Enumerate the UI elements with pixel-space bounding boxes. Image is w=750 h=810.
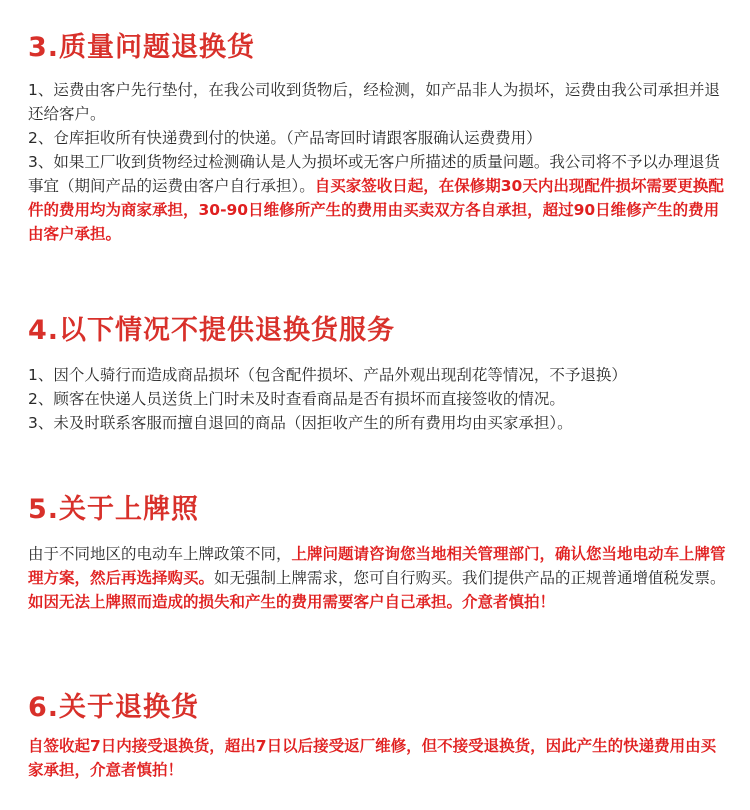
section-heading: 5.关于上牌照 (28, 494, 200, 525)
section-body (28, 78, 730, 246)
return-notice: 自签收起7日内接受退换货，超出7日以后接受返厂维修，但不接受退换货，因此产生的快递费用由买家承担，介意者慎拍！ (28, 737, 717, 779)
section-returns-exchanges (28, 690, 730, 782)
section-body (28, 542, 730, 614)
section-quality-returns (28, 30, 730, 246)
section-license-plate (28, 492, 730, 614)
policy-text: 3、如果工厂收到货物经过检测确认是人为损坏或无客户所描述的质量问题。我公司将不予以办理退货事宜（期间产品的运费由客户自行承担）。 (28, 153, 720, 195)
policy-item: 1、运费由客户先行垫付，在我公司收到货物后，经检测，如产品非人为损坏，运费由我公司承担并退还给客户。 (28, 81, 720, 123)
section-heading: 4.以下情况不提供退换货服务 (28, 315, 396, 346)
policy-text: 由于不同地区的电动车上牌政策不同， (28, 545, 292, 563)
section-body (28, 363, 730, 435)
section-heading: 3.质量问题退换货 (28, 32, 256, 63)
section-heading: 6.关于退换货 (28, 692, 200, 723)
section-no-return-cases (28, 313, 730, 435)
policy-item: 1、因个人骑行而造成商品损坏（包含配件损坏、产品外观出现刮花等情况，不予退换） (28, 366, 627, 384)
policy-item: 2、顾客在快递人员送货上门时未及时查看商品是否有损坏而直接签收的情况。 (28, 390, 565, 408)
warranty-notice: 自买家签收日起，在保修期30天内出现配件损坏需要更换配件的费用均为商家承担，30-90日维修所产生的费用由买卖双方各自承担，超过90日维修产生的费用由客户承担。 (28, 177, 724, 243)
section-body (28, 734, 730, 782)
policy-item: 3、未及时联系客服而擅自退回的商品（因拒收产生的所有费用均由买家承担）。 (28, 414, 573, 432)
license-warning: 如因无法上牌照而造成的损失和产生的费用需要客户自己承担。介意者慎拍！ (28, 593, 556, 611)
policy-item: 2、仓库拒收所有快递费到付的快递。（产品寄回时请跟客服确认运费费用） (28, 129, 542, 147)
license-notice: 上牌问题请咨询您当地相关管理部门，确认您当地电动车上牌管理方案，然后再选择购买。 (28, 545, 726, 587)
policy-paragraph (28, 542, 730, 590)
policy-item (28, 150, 730, 246)
policy-text: 如无强制上牌需求，您可自行购买。我们提供产品的正规普通增值税发票。 (214, 569, 726, 587)
